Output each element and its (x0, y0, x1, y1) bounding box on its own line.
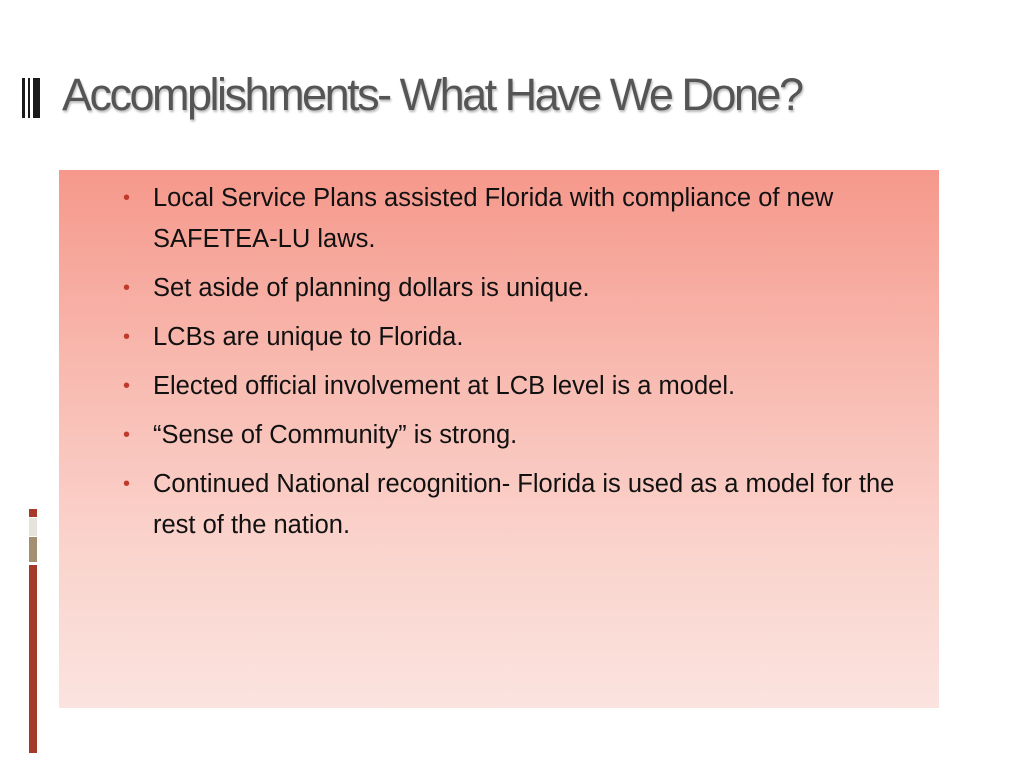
bullet-text: “Sense of Community” is strong. (153, 421, 518, 449)
bullet-icon: • (123, 277, 131, 299)
bullet-text: Elected official involvement at LCB level is a model. (153, 372, 736, 400)
slide-title: Accomplishments- What Have We Done? (62, 69, 802, 120)
bullet-item (123, 268, 925, 309)
bullet-icon: • (123, 473, 131, 495)
bullet-item (123, 366, 925, 407)
bullet-icon: • (123, 326, 131, 348)
bullet-text: Continued National recognition- Florida is used as a model for the rest of the nation. (153, 470, 895, 539)
bullet-icon: • (123, 424, 131, 446)
bullet-item (123, 464, 925, 546)
bullet-icon: • (123, 375, 131, 397)
side-bar-light (29, 518, 37, 536)
bullet-item (123, 317, 925, 358)
side-bar-tan (29, 537, 37, 562)
side-bar-red-main (29, 565, 37, 753)
bullet-list (123, 178, 925, 554)
bullet-text: LCBs are unique to Florida. (153, 323, 464, 351)
title-marker-icon (22, 78, 40, 118)
side-bar-red-top (29, 509, 37, 517)
bullet-item (123, 415, 925, 456)
bullet-icon: • (123, 187, 131, 209)
content-box (59, 170, 939, 708)
bullet-text: Local Service Plans assisted Florida with compliance of new SAFETEA-LU laws. (153, 184, 834, 253)
bullet-item (123, 178, 925, 260)
bullet-text: Set aside of planning dollars is unique. (153, 274, 590, 302)
